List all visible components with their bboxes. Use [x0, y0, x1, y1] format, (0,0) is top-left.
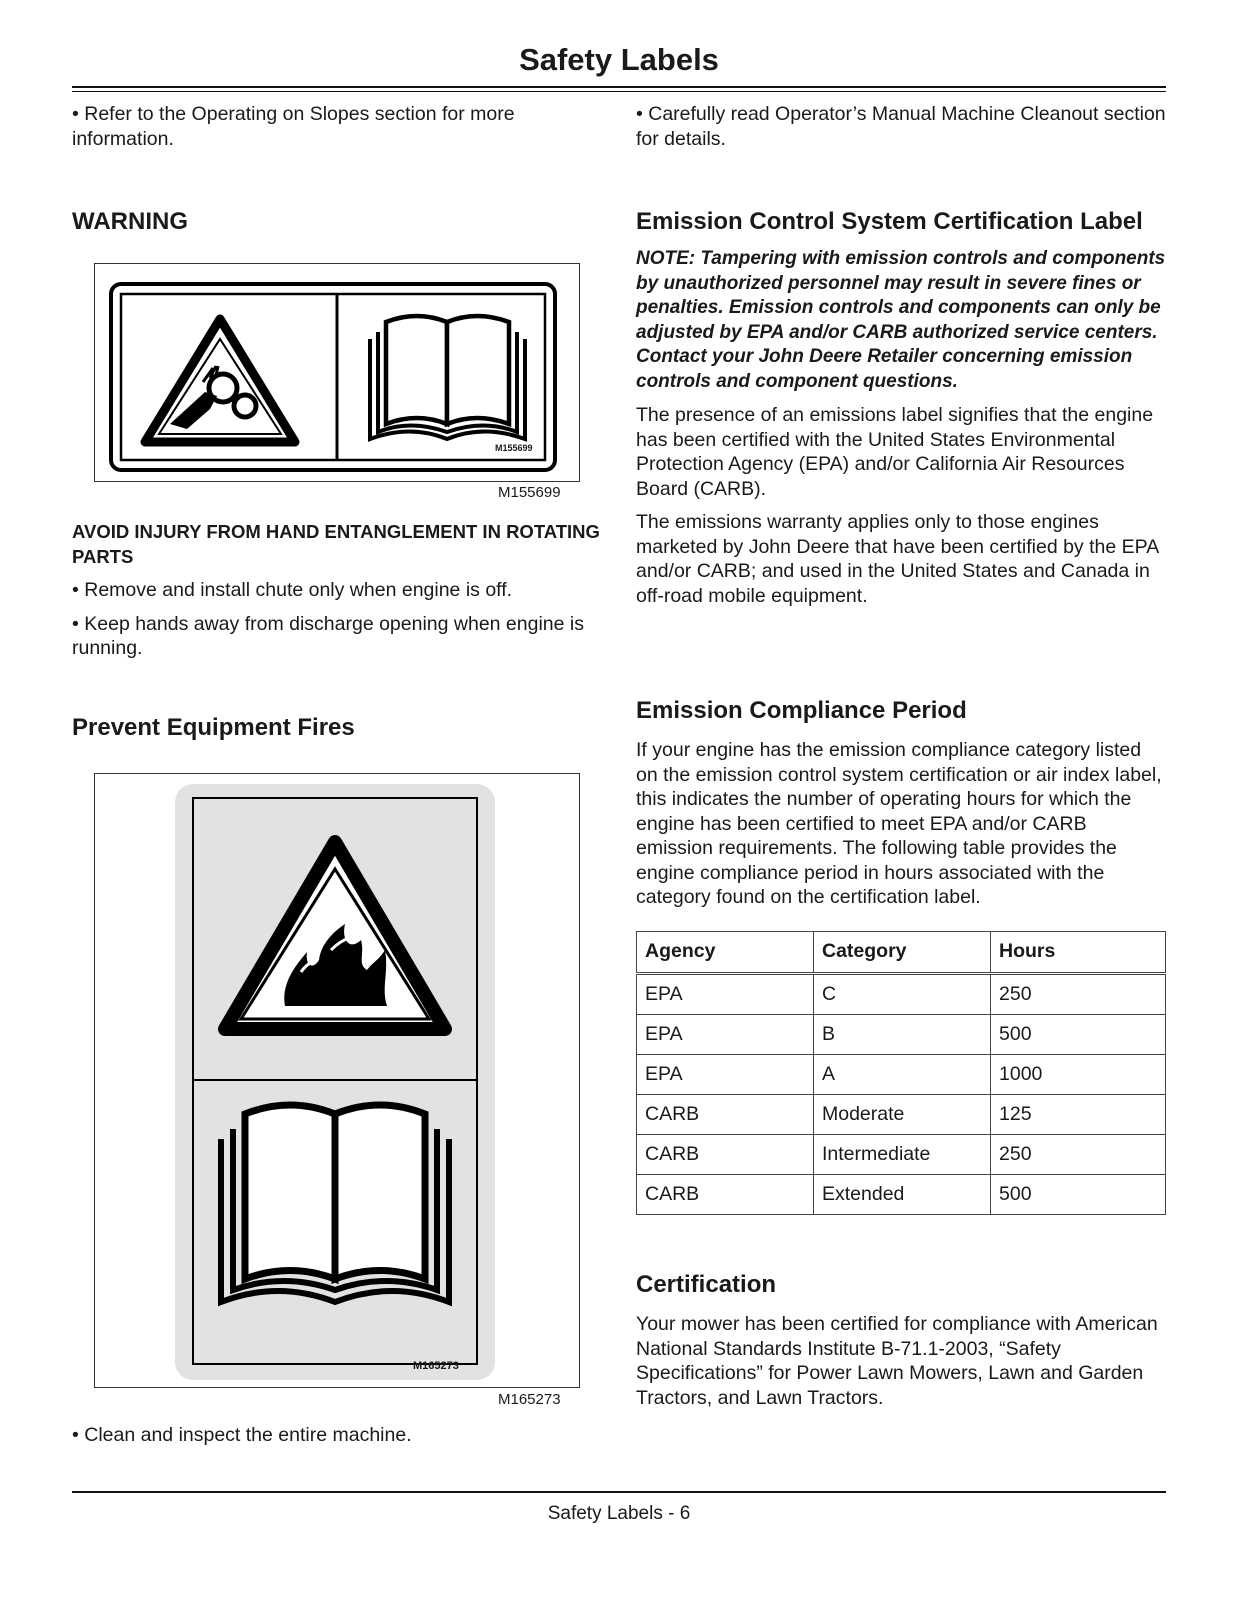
cell-category: C	[814, 973, 991, 1014]
cell-agency: EPA	[637, 1054, 814, 1094]
col-header-category: Category	[814, 931, 991, 973]
cell-hours: 1000	[991, 1054, 1166, 1094]
page-title: Safety Labels	[519, 42, 719, 77]
equipment-fire-label-figure	[94, 773, 580, 1388]
emission-label-heading: Emission Control System Certification Label	[636, 208, 1143, 235]
table-row	[637, 1054, 1166, 1094]
cell-category: Intermediate	[814, 1134, 991, 1174]
cell-agency: CARB	[637, 1134, 814, 1174]
read-manual-book-icon-large	[221, 1105, 449, 1302]
read-manual-book-icon	[370, 316, 525, 439]
compliance-para: If your engine has the emission compliance category listed on the emission control system certification or air index label, this indicates the number of operating hours for which the engine has been certified to meet EPA and/or CARB emission requirements. The following table provides the engine compliance period in hours associated with the category found on the certification label.	[636, 739, 1162, 908]
emission-para-2: The emissions warranty applies only to those engines marketed by John Deere that have been certified by the EPA and/or CARB; and used in the United States and Canada in off-road mobile equipment.	[636, 511, 1159, 607]
cell-hours: 250	[991, 973, 1166, 1014]
cell-agency: CARB	[637, 1174, 814, 1214]
cell-agency: EPA	[637, 1014, 814, 1054]
emission-para-1: The presence of an emissions label signifies that the engine has been certified with the United States Environmental Protection Agency (EPA) and/or California Air Resources Board (CARB).	[636, 404, 1154, 500]
cell-category: Extended	[814, 1174, 991, 1214]
warning-bullet-1: • Remove and install chute only when engine is off.	[72, 579, 513, 601]
warning-bullet-2: • Keep hands away from discharge opening when engine is running.	[72, 612, 584, 659]
page-footer: Safety Labels - 6	[547, 1503, 691, 1524]
table-header-row	[637, 931, 1166, 973]
table-row	[637, 1014, 1166, 1054]
cell-category: Moderate	[814, 1094, 991, 1134]
slopes-bullet: • Refer to the Operating on Slopes section for more information.	[72, 103, 515, 150]
fire-figure-caption: M165273	[498, 1391, 561, 1408]
compliance-heading: Emission Compliance Period	[636, 697, 967, 724]
cell-hours: 125	[991, 1094, 1166, 1134]
warning-heading: WARNING	[72, 208, 188, 235]
warning-figure-code: M155699	[495, 443, 533, 453]
emission-label-section	[636, 207, 1166, 608]
hand-entanglement-label-figure	[94, 263, 580, 482]
emission-note: NOTE: Tampering with emission controls and components by unauthorized personnel may result in severe fines or penalties. Emission controls and components can only be adjusted by EPA and/or CARB authorized service centers. Contact your John Deere Retailer concerning emission controls and component questions.	[636, 248, 1166, 392]
warning-text-block	[72, 520, 600, 661]
cell-hours: 500	[991, 1174, 1166, 1214]
compliance-section	[636, 696, 1166, 1215]
fire-figure-code: M165273	[413, 1360, 459, 1372]
table-row	[637, 1134, 1166, 1174]
compliance-table	[636, 931, 1166, 1215]
cell-agency: CARB	[637, 1094, 814, 1134]
cell-agency: EPA	[637, 973, 814, 1014]
cell-hours: 500	[991, 1014, 1166, 1054]
table-row	[637, 973, 1166, 1014]
certification-heading: Certification	[636, 1271, 777, 1298]
certification-para: Your mower has been certified for compliance with American National Standards Institute B-71.1-2003, “Safety Specifications” for Power Lawn Mowers, Lawn and Garden Tractors, and Lawn Tractors.	[636, 1313, 1158, 1409]
hand-entanglement-subheading: AVOID INJURY FROM HAND ENTANGLEMENT IN ROTATING PARTS	[72, 521, 600, 567]
clean-inspect-bullet: • Clean and inspect the entire machine.	[72, 1424, 412, 1446]
equipment-fire-label-graphic	[95, 774, 579, 1387]
warning-figure-caption: M155699	[498, 484, 561, 501]
certification-section	[636, 1270, 1166, 1410]
cell-category: A	[814, 1054, 991, 1094]
table-row	[637, 1174, 1166, 1214]
footer-rule	[72, 1491, 1166, 1493]
header-rule	[72, 86, 1166, 92]
table-row	[637, 1094, 1166, 1134]
cell-hours: 250	[991, 1134, 1166, 1174]
prevent-fires-heading: Prevent Equipment Fires	[72, 714, 355, 741]
cell-category: B	[814, 1014, 991, 1054]
cleanout-bullet: • Carefully read Operator’s Manual Machine Cleanout section for details.	[636, 103, 1166, 150]
col-header-agency: Agency	[637, 931, 814, 973]
col-header-hours: Hours	[991, 931, 1166, 973]
